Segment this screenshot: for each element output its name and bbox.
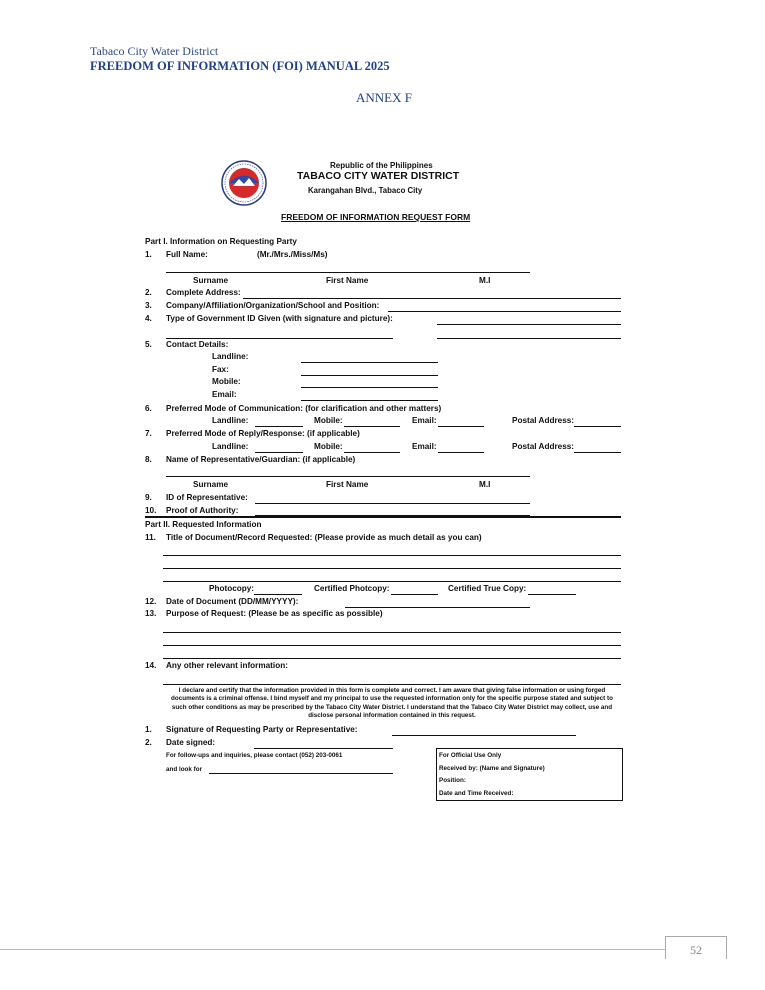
lookfor-text: and look for bbox=[166, 766, 203, 773]
address-label: Complete Address: bbox=[166, 288, 241, 297]
official-use-box bbox=[436, 748, 623, 801]
item-number: 13. bbox=[145, 609, 157, 618]
comm-mobile-line[interactable] bbox=[344, 426, 400, 427]
manual-title: FREEDOM OF INFORMATION (FOI) MANUAL 2025 bbox=[90, 59, 390, 73]
doc-title-line-2[interactable] bbox=[163, 568, 621, 569]
water-district-seal-icon bbox=[219, 160, 269, 206]
reply-mobile-line[interactable] bbox=[344, 452, 400, 453]
email-label: Email: bbox=[212, 390, 237, 399]
mi-label: M.I bbox=[479, 276, 491, 285]
doc-title-label: Title of Document/Record Requested: (Please provide as much detail as you can) bbox=[166, 533, 482, 542]
representative-label: Name of Representative/Guardian: (if applicable) bbox=[166, 455, 356, 464]
email-line[interactable] bbox=[301, 400, 438, 401]
position-label: Position: bbox=[439, 777, 466, 784]
annex-label: ANNEX F bbox=[356, 90, 412, 105]
contact-label: Contact Details: bbox=[166, 340, 229, 349]
item-number: 1. bbox=[145, 725, 152, 734]
comm-postal-line[interactable] bbox=[574, 426, 621, 427]
reply-landline-line[interactable] bbox=[255, 452, 303, 453]
item-number: 9. bbox=[145, 493, 152, 502]
item-number: 5. bbox=[145, 340, 152, 349]
section-divider bbox=[145, 516, 621, 518]
photocopy-line[interactable] bbox=[254, 594, 302, 595]
landline-line[interactable] bbox=[301, 362, 438, 363]
doc-date-label: Date of Document (DD/MM/YYYY): bbox=[166, 597, 299, 606]
agency-name: TABACO CITY WATER DISTRICT bbox=[297, 170, 460, 182]
surname-label: Surname bbox=[193, 276, 229, 285]
full-name-line[interactable] bbox=[166, 272, 530, 273]
item-number: 11. bbox=[145, 533, 156, 542]
gov-id-line-2[interactable] bbox=[166, 338, 393, 339]
signature-line[interactable] bbox=[392, 735, 576, 736]
republic-label: Republic of the Philippines bbox=[330, 161, 433, 170]
comm-landline-line[interactable] bbox=[255, 426, 303, 427]
purpose-line-3[interactable] bbox=[163, 658, 621, 659]
comm-email-line[interactable] bbox=[438, 426, 484, 427]
certified-true-label: Certified True Copy: bbox=[448, 584, 527, 593]
proof-label: Proof of Authority: bbox=[166, 506, 239, 515]
part2-title: Part II. Requested Information bbox=[145, 520, 262, 529]
company-label: Company/Affiliation/Organization/School and Position: bbox=[166, 301, 380, 310]
gov-id-label: Type of Government ID Given (with signature and picture): bbox=[166, 314, 393, 323]
item-number: 4. bbox=[145, 314, 152, 323]
agency-address: Karangahan Blvd., Tabaco City bbox=[308, 186, 423, 195]
signature-label: Signature of Requesting Party or Representative: bbox=[166, 725, 358, 734]
item-number: 2. bbox=[145, 738, 152, 747]
id-rep-line[interactable] bbox=[255, 503, 530, 504]
mobile-label: Mobile: bbox=[212, 377, 241, 386]
reply-postal-line[interactable] bbox=[574, 452, 621, 453]
gov-id-line-3[interactable] bbox=[437, 338, 621, 339]
date-signed-line[interactable] bbox=[254, 748, 393, 749]
doc-title-line-3[interactable] bbox=[163, 581, 621, 582]
item-number: 2. bbox=[145, 288, 152, 297]
photocopy-label: Photocopy: bbox=[209, 584, 255, 593]
postal-label: Postal Address: bbox=[512, 416, 575, 425]
pref-reply-label: Preferred Mode of Reply/Response: (if applicable) bbox=[166, 429, 360, 438]
followup-text: For follow-ups and inquiries, please contact (052) 203-0061 bbox=[166, 752, 343, 759]
postal-label: Postal Address: bbox=[512, 442, 575, 451]
mobile-label: Mobile: bbox=[314, 416, 343, 425]
item-number: 7. bbox=[145, 429, 152, 438]
footer-rule bbox=[0, 949, 665, 950]
page-number: 52 bbox=[665, 936, 727, 959]
other-info-label: Any other relevant information: bbox=[166, 661, 288, 670]
email-label: Email: bbox=[412, 416, 437, 425]
declaration-text: I declare and certify that the information provided in this form is complete and correct. I am aware that giving false information or using forged documents is a criminal offense. I bind myself and my principal to use the requested information only for the specific purpose stated and subject to such other conditions as may be prescribed by the Tabaco City Water District. I understand that the Tabaco City Water District may collect, use and disclose personal information contained in this request. bbox=[171, 687, 613, 720]
first-name-label: First Name bbox=[326, 480, 369, 489]
pref-comm-label: Preferred Mode of Communication: (for clarification and other matters) bbox=[166, 404, 442, 413]
district-name: Tabaco City Water District bbox=[90, 44, 219, 58]
certified-photocopy-line[interactable] bbox=[391, 594, 438, 595]
part1-title: Part I. Information on Requesting Party bbox=[145, 237, 297, 246]
item-number: 1. bbox=[145, 250, 152, 259]
address-line[interactable] bbox=[243, 298, 621, 299]
doc-title-line-1[interactable] bbox=[163, 555, 621, 556]
certified-true-line[interactable] bbox=[528, 594, 576, 595]
fax-line[interactable] bbox=[301, 375, 438, 376]
date-time-received-label: Date and Time Received: bbox=[439, 790, 514, 797]
item-number: 14. bbox=[145, 661, 157, 670]
surname-label: Surname bbox=[193, 480, 229, 489]
company-line[interactable] bbox=[388, 311, 621, 312]
purpose-line-1[interactable] bbox=[163, 632, 621, 633]
certified-photocopy-label: Certified Photcopy: bbox=[314, 584, 390, 593]
purpose-label: Purpose of Request: (Please be as specific as possible) bbox=[166, 609, 383, 618]
purpose-line-2[interactable] bbox=[163, 645, 621, 646]
honorifics-label: (Mr./Mrs./Miss/Ms) bbox=[257, 250, 328, 259]
landline-label: Landline: bbox=[212, 416, 249, 425]
email-label: Email: bbox=[412, 442, 437, 451]
gov-id-line[interactable] bbox=[437, 324, 621, 325]
representative-line[interactable] bbox=[166, 476, 530, 477]
item-number: 12. bbox=[145, 597, 157, 606]
doc-date-line[interactable] bbox=[345, 607, 530, 608]
landline-label: Landline: bbox=[212, 352, 249, 361]
mobile-label: Mobile: bbox=[314, 442, 343, 451]
fax-label: Fax: bbox=[212, 365, 229, 374]
item-number: 6. bbox=[145, 404, 152, 413]
item-number: 3. bbox=[145, 301, 152, 310]
mobile-line[interactable] bbox=[301, 387, 438, 388]
received-by-label: Received by: (Name and Signature) bbox=[439, 765, 545, 772]
full-name-label: Full Name: bbox=[166, 250, 208, 259]
id-rep-label: ID of Representative: bbox=[166, 493, 248, 502]
reply-email-line[interactable] bbox=[438, 452, 484, 453]
date-signed-label: Date signed: bbox=[166, 738, 216, 747]
contact-person-line[interactable] bbox=[209, 773, 393, 774]
item-number: 8. bbox=[145, 455, 152, 464]
item-number: 10. bbox=[145, 506, 157, 515]
mi-label: M.I bbox=[479, 480, 491, 489]
other-info-line[interactable] bbox=[163, 684, 621, 685]
official-use-title: For Official Use Only bbox=[439, 752, 502, 759]
first-name-label: First Name bbox=[326, 276, 369, 285]
landline-label: Landline: bbox=[212, 442, 249, 451]
form-title: FREEDOM OF INFORMATION REQUEST FORM bbox=[281, 212, 471, 222]
